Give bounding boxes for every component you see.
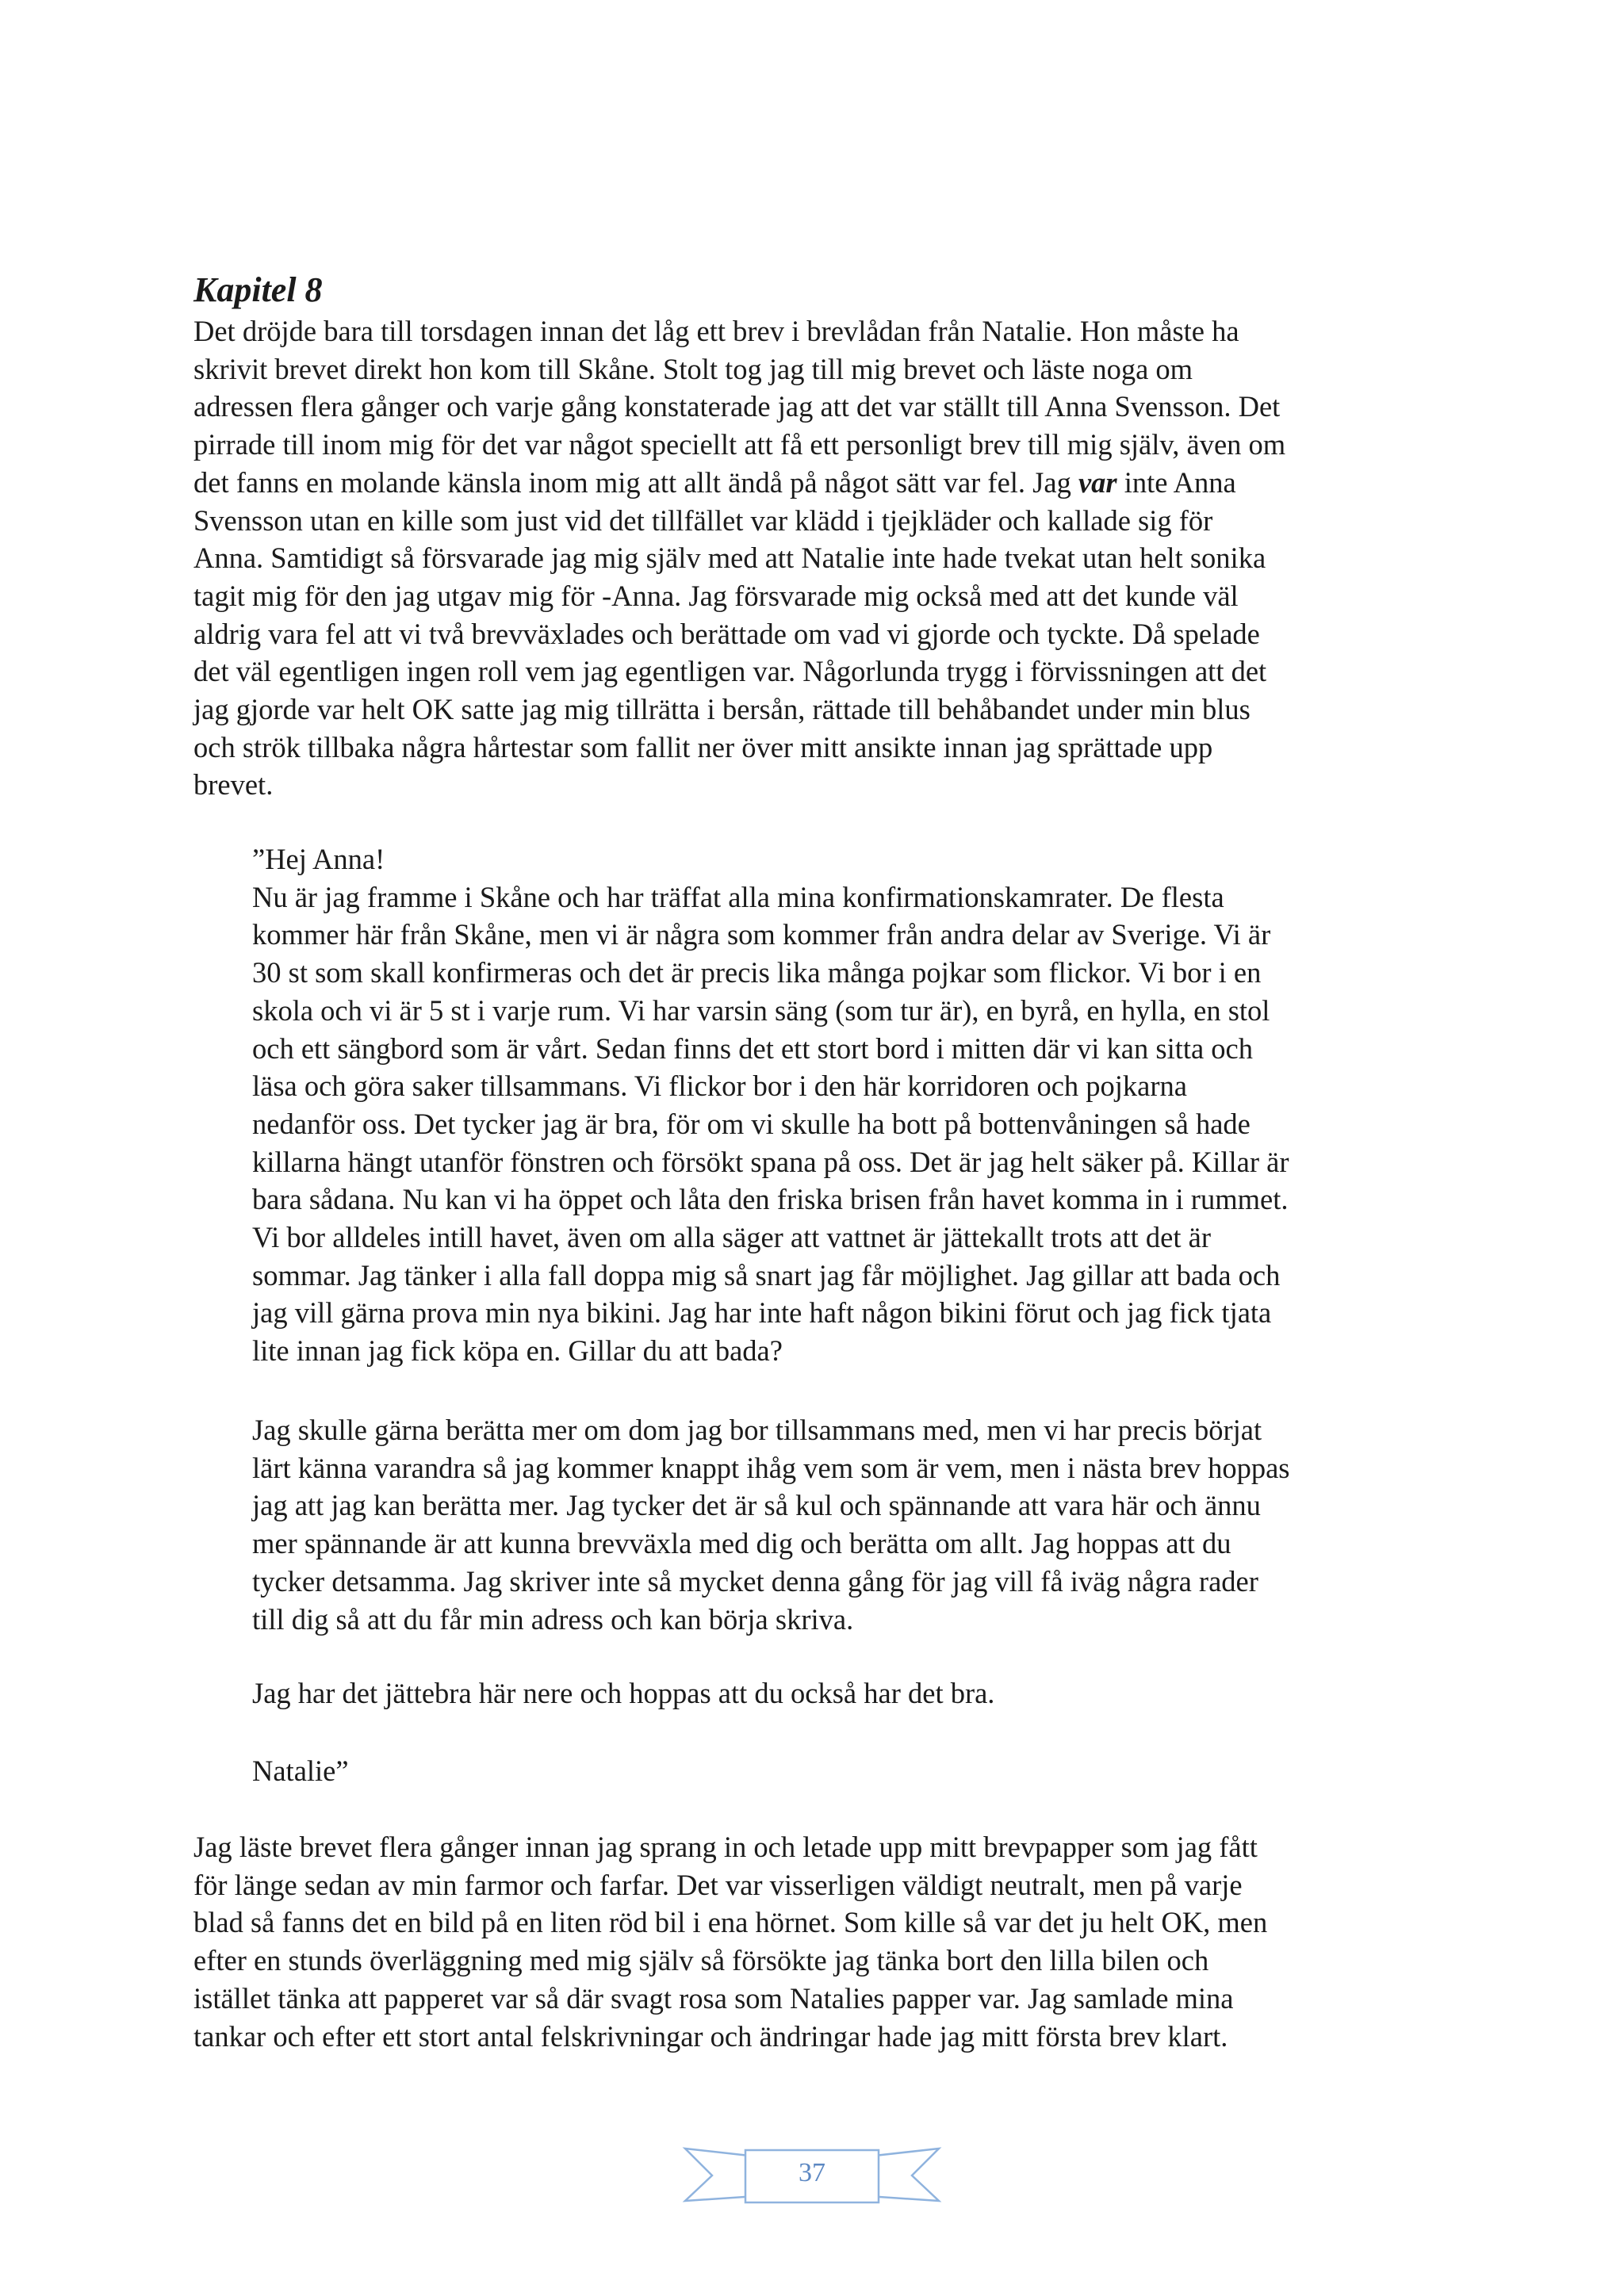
page-footer [677,2142,947,2206]
page-number: 37 [799,2158,825,2187]
letter-signature: Natalie” [252,1755,349,1787]
letter-paragraph-3: Jag har det jättebra här nere och hoppas att du också har det bra. [252,1677,995,1709]
letter-paragraph-2: Jag skulle gärna berätta mer om dom jag bor tillsammans med, men vi har precis börjat lärt känna varandra så jag kommer knappt ihåg vem som är vem, men i nästa brev hoppas jag att jag kan berätta mer. Jag tycker det är så kul och spännande att vara här och ännu mer spännande är att kunna brevväxla med dig och berätta om allt. Jag hoppas att du tycker detsamma. Jag skriver inte så mycket denna gång för jag vill få iväg några rader till dig så att du får min adress och kan börja skriva. [252,1414,1290,1636]
chapter-title: Kapitel 8 [193,270,323,309]
paragraph-intro-text-2: inte Anna Svensson utan en kille som just vid det tillfället var klädd i tjejkläder och kallade sig för Anna. Samtidigt så försvarade jag mig själv med att Natalie inte hade tvekat utan helt sonika tagit mig för den jag utgav mig för -Anna. Jag försvarade mig också med att det kunde väl aldrig vara fel att vi två brevväxlades och berättade om vad vi gjorde och tyckte. Då spelade det väl egentligen ingen roll vem jag egentligen var. Någorlunda trygg i förvissningen att det jag gjorde var helt OK satte jag mig tillrätta i bersån, rättade till behåbandet under min blus och strök tillbaka några hårtestar som fallit ner över mitt ansikte innan jag sprättade upp brevet. [193,465,1267,802]
paragraph-intro-text-1: Det dröjde bara till torsdagen innan det låg ett brev i brevlådan från Natalie. Hon måste ha skrivit brevet direkt hon kom till Skåne. Stolt tog jag till mig brevet och läste noga om adressen flera gånger och varje gång konstaterade jag att det var ställt till Anna Svensson. Det pirrade till inom mig för det var något speciellt att få ett personligt brev till mig själv, även om det fanns en molande känsla inom mig att allt ändå på något sätt var fel. Jag [193,315,1286,499]
paragraph-intro [193,312,1438,804]
letter-paragraph-1: ”Hej Anna! Nu är jag framme i Skåne och har träffat alla mina konfirmationskamrater. De flesta kommer här från Skåne, men vi är några som kommer från andra delar av Sverige. Vi är 30 st som skall konfirmeras och det är precis lika många pojkar som flickor. Vi bor i en skola och vi är 5 st i varje rum. Vi har varsin säng (som tur är), en byrå, en hylla, en stol och ett sängbord som är vårt. Sedan finns det ett stort bord i mitten där vi kan sitta och läsa och göra saker tillsammans. Vi flickor bor i den här korridoren och pojkarna nedanför oss. Det tycker jag är bra, för om vi skulle ha bott på bottenvåningen så hade killarna hängt utanför fönstren och försökt spana på oss. Det är jag helt säker på. Killar är bara sådana. Nu kan vi ha öppet och låta den friska brisen från havet komma in i rummet. Vi bor alldeles intill havet, även om alla säger att vattnet är jättekallt trots att det är sommar. Jag tänker i alla fall doppa mig så snart jag får möjlighet. Jag gillar att bada och jag vill gärna prova min nya bikini. Jag har inte haft någon bikini förut och jag fick tjata lite innan jag fick köpa en. Gillar du att bada? [252,843,1289,1368]
paragraph-final: Jag läste brevet flera gånger innan jag sprang in och letade upp mitt brevpapper som jag fått för länge sedan av min farmor och farfar. Det var visserligen väldigt neutralt, men på varje blad så fanns det en bild på en liten röd bil i ena hörnet. Som kille så var det ju helt OK, men efter en stunds överläggning med mig själv så försökte jag tänka bort den lilla bilen och istället tänka att papperet var så där svagt rosa som Natalies papper var. Jag samlade mina tankar och efter ett stort antal felskrivningar och ändringar hade jag mitt första brev klart. [193,1831,1268,2053]
emphasis-word: var [1078,465,1117,499]
